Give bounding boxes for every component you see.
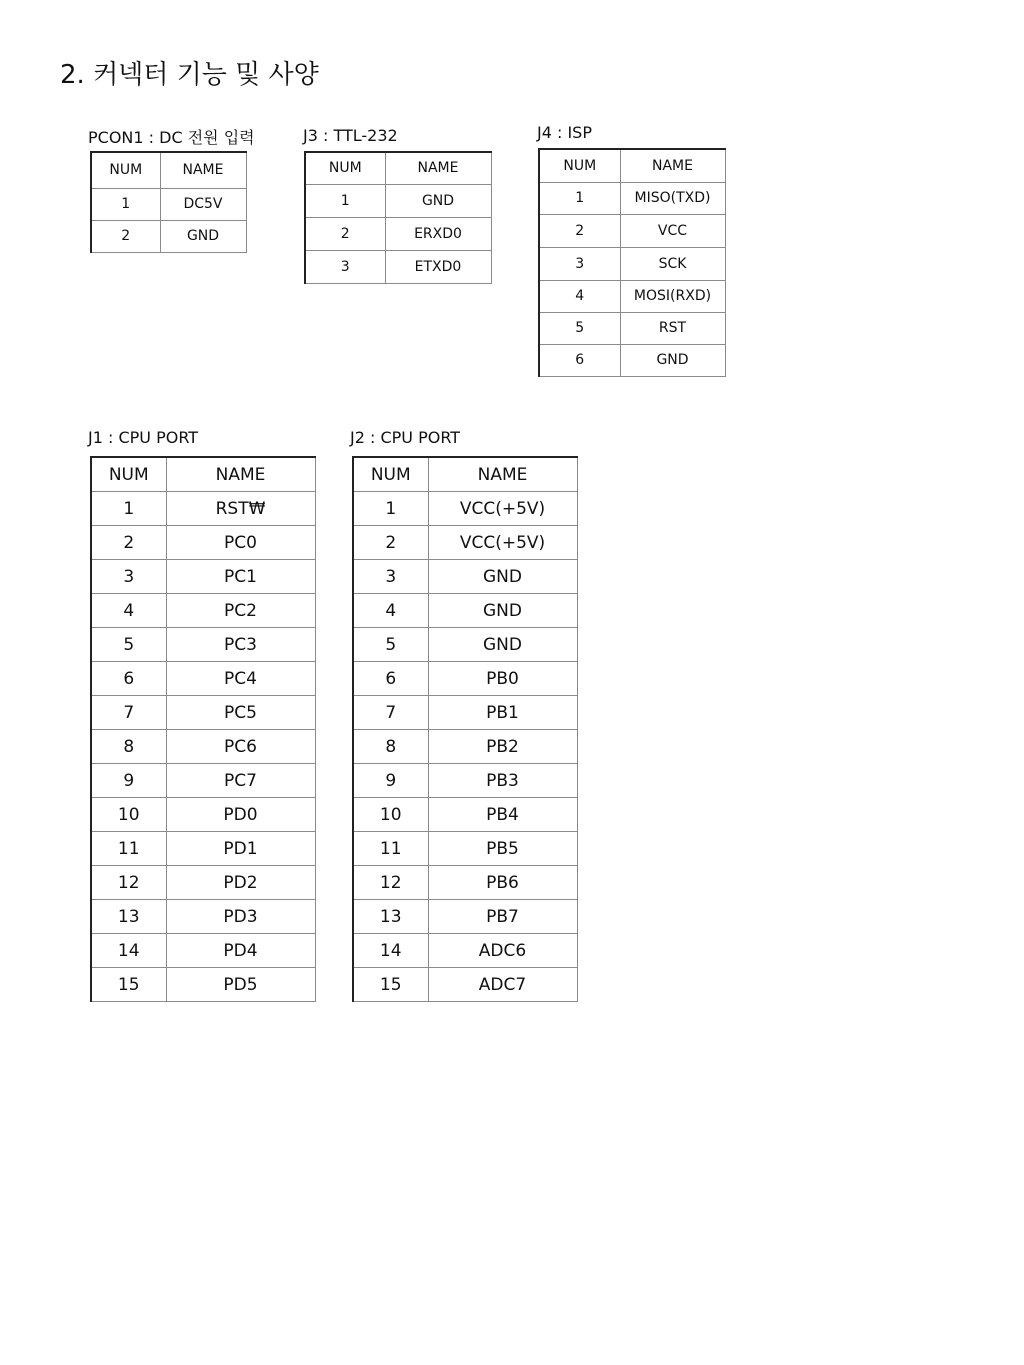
pin-name: PC2 — [166, 594, 315, 628]
pin-name: PC7 — [166, 764, 315, 798]
num-header: NUM — [539, 149, 620, 182]
pin-name: PD3 — [166, 900, 315, 934]
pin-number: 9 — [353, 764, 428, 798]
page-heading: 2. 커넥터 기능 및 사양 — [60, 60, 319, 90]
pin-name: PB3 — [428, 764, 577, 798]
pin-number: 3 — [353, 560, 428, 594]
name-header: NAME — [385, 152, 491, 184]
pin-number: 12 — [353, 866, 428, 900]
pin-name: MOSI(RXD) — [620, 280, 725, 312]
num-header: NUM — [91, 457, 166, 492]
num-header: NUM — [353, 457, 428, 492]
pin-name: SCK — [620, 247, 725, 280]
j3-table — [304, 151, 492, 284]
pin-number: 3 — [91, 560, 166, 594]
pin-number: 13 — [353, 900, 428, 934]
pin-name: GND — [620, 344, 725, 376]
pin-name: PB0 — [428, 662, 577, 696]
pin-number: 11 — [91, 832, 166, 866]
pin-name: PC4 — [166, 662, 315, 696]
pin-name: PB6 — [428, 866, 577, 900]
pin-name: PD1 — [166, 832, 315, 866]
pin-name: DC5V — [160, 188, 246, 220]
pin-name: PB7 — [428, 900, 577, 934]
num-header: NUM — [91, 152, 160, 188]
pin-name: PD5 — [166, 968, 315, 1002]
pin-number: 11 — [353, 832, 428, 866]
pin-name: MISO(TXD) — [620, 182, 725, 214]
pin-name: ADC6 — [428, 934, 577, 968]
pcon1-table — [90, 151, 247, 253]
name-header: NAME — [160, 152, 246, 188]
pin-number: 13 — [91, 900, 166, 934]
pin-number: 6 — [91, 662, 166, 696]
pin-name: PC5 — [166, 696, 315, 730]
pin-number: 15 — [91, 968, 166, 1002]
num-header: NUM — [305, 152, 385, 184]
pin-name: ERXD0 — [385, 217, 491, 250]
pin-number: 2 — [353, 526, 428, 560]
pin-name: GND — [428, 560, 577, 594]
pin-number: 1 — [305, 184, 385, 217]
pin-number: 1 — [539, 182, 620, 214]
pin-number: 1 — [91, 188, 160, 220]
pin-number: 1 — [353, 492, 428, 526]
j4-caption: J4 : ISP — [537, 123, 592, 142]
pin-number: 6 — [353, 662, 428, 696]
j2-table — [352, 456, 578, 1002]
pin-name: PD0 — [166, 798, 315, 832]
pin-name: RST₩ — [166, 492, 315, 526]
pin-name: GND — [428, 594, 577, 628]
pin-number: 7 — [91, 696, 166, 730]
pin-number: 14 — [353, 934, 428, 968]
pin-number: 10 — [91, 798, 166, 832]
pin-name: VCC(+5V) — [428, 492, 577, 526]
pin-number: 12 — [91, 866, 166, 900]
j1-table — [90, 456, 316, 1002]
name-header: NAME — [620, 149, 725, 182]
pin-number: 2 — [305, 217, 385, 250]
pin-number: 4 — [353, 594, 428, 628]
pin-number: 14 — [91, 934, 166, 968]
j2-caption: J2 : CPU PORT — [350, 428, 461, 447]
pin-name: ADC7 — [428, 968, 577, 1002]
pin-number: 2 — [539, 214, 620, 247]
pin-number: 7 — [353, 696, 428, 730]
pin-name: PD4 — [166, 934, 315, 968]
pin-name: GND — [385, 184, 491, 217]
pin-name: PB2 — [428, 730, 577, 764]
pin-number: 5 — [91, 628, 166, 662]
pin-name: PD2 — [166, 866, 315, 900]
j3-caption: J3 : TTL-232 — [303, 126, 398, 145]
name-header: NAME — [428, 457, 577, 492]
pin-name: GND — [160, 220, 246, 252]
name-header: NAME — [166, 457, 315, 492]
pin-number: 3 — [539, 247, 620, 280]
pin-name: RST — [620, 312, 725, 344]
pin-name: VCC(+5V) — [428, 526, 577, 560]
pin-name: GND — [428, 628, 577, 662]
j1-caption: J1 : CPU PORT — [88, 428, 199, 447]
pcon1-caption: PCON1 : DC 전원 입력 — [88, 128, 255, 147]
pin-number: 9 — [91, 764, 166, 798]
pin-number: 8 — [91, 730, 166, 764]
pin-number: 2 — [91, 220, 160, 252]
pin-number: 5 — [539, 312, 620, 344]
pin-name: PB5 — [428, 832, 577, 866]
pin-name: VCC — [620, 214, 725, 247]
pin-number: 5 — [353, 628, 428, 662]
pin-number: 2 — [91, 526, 166, 560]
pin-number: 6 — [539, 344, 620, 376]
pin-name: PB4 — [428, 798, 577, 832]
pin-number: 15 — [353, 968, 428, 1002]
pin-number: 8 — [353, 730, 428, 764]
pin-number: 1 — [91, 492, 166, 526]
pin-name: PB1 — [428, 696, 577, 730]
pin-name: PC6 — [166, 730, 315, 764]
pin-name: ETXD0 — [385, 250, 491, 283]
pin-name: PC0 — [166, 526, 315, 560]
pin-name: PC1 — [166, 560, 315, 594]
pin-name: PC3 — [166, 628, 315, 662]
pin-number: 10 — [353, 798, 428, 832]
pin-number: 3 — [305, 250, 385, 283]
j4-table — [538, 148, 726, 377]
pin-number: 4 — [91, 594, 166, 628]
pin-number: 4 — [539, 280, 620, 312]
